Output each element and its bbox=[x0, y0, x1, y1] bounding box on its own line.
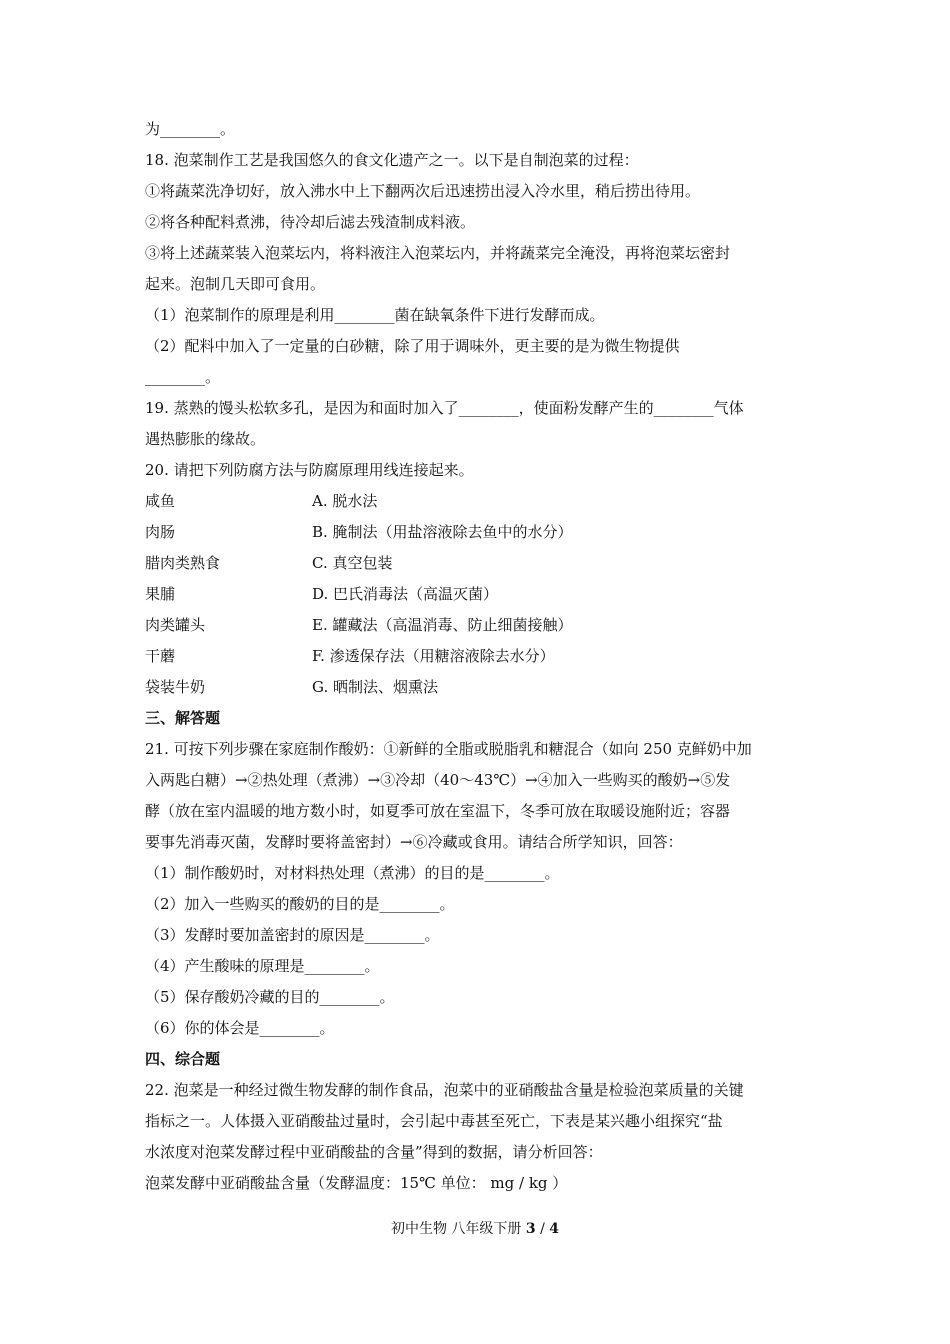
matching-row bbox=[145, 610, 810, 641]
text-line: 水浓度对泡菜发酵过程中亚硝酸盐的含量”得到的数据，请分析回答： bbox=[145, 1143, 603, 1161]
text-line: 要事先消毒灭菌，发酵时要将盖密封）→⑥冷藏或食用。请结合所学知识，回答： bbox=[145, 833, 683, 851]
q21-block bbox=[145, 734, 810, 1044]
sub-question: （5）保存酸奶冷藏的目的________。 bbox=[145, 988, 395, 1006]
section-title-3: 三、解答题 bbox=[145, 709, 221, 727]
text-line: 为________。 bbox=[145, 120, 236, 138]
text-line: ③将上述蔬菜装入泡菜坛内，将料液注入泡菜坛内，并将蔬菜完全淹没，再将泡菜坛密封 bbox=[145, 244, 731, 262]
question-18-stem: 18. 泡菜制作工艺是我国悠久的食文化遗产之一。以下是自制泡菜的过程： bbox=[145, 151, 639, 169]
question-19-stem: 19. 蒸熟的馒头松软多孔，是因为和面时加入了________，使面粉发酵产生的________气体 bbox=[145, 399, 744, 417]
text-line: 遇热膨胀的缘故。 bbox=[145, 430, 266, 448]
sub-question: （6）你的体会是________。 bbox=[145, 1019, 335, 1037]
question-20-stem: 20. 请把下列防腐方法与防腐原理用线连接起来。 bbox=[145, 461, 474, 479]
question-21-stem: 21. 可按下列步骤在家庭制作酸奶：①新鲜的全脂或脱脂乳和糖混合（如向 250 克鲜奶中加 bbox=[145, 740, 752, 758]
food-item: 咸鱼 bbox=[145, 492, 176, 510]
sub-question: （3）发酵时要加盖密封的原因是________。 bbox=[145, 926, 440, 944]
method-item: D. 巴氏消毒法（高温灭菌） bbox=[312, 585, 499, 603]
matching-list bbox=[145, 486, 810, 703]
q18-19-20-block bbox=[145, 114, 810, 486]
text-line: ②将各种配料煮沸，待冷却后滤去残渣制成料液。 bbox=[145, 213, 476, 231]
food-item: 肉肠 bbox=[145, 523, 176, 541]
sub-question: （4）产生酸味的原理是________。 bbox=[145, 957, 380, 975]
page-number: 3 bbox=[525, 1221, 536, 1237]
page-total: 4 bbox=[549, 1221, 560, 1237]
food-item: 干蘑 bbox=[145, 647, 176, 665]
food-item: 腊肉类熟食 bbox=[145, 554, 221, 572]
method-item: G. 晒制法、烟熏法 bbox=[312, 678, 438, 696]
method-item: C. 真空包装 bbox=[312, 554, 393, 572]
matching-row bbox=[145, 672, 810, 703]
matching-row bbox=[145, 641, 810, 672]
question-22-stem: 22. 泡菜是一种经过微生物发酵的制作食品，泡菜中的亚硝酸盐含量是检验泡菜质量的关键 bbox=[145, 1081, 744, 1099]
food-item: 肉类罐头 bbox=[145, 616, 206, 634]
matching-row bbox=[145, 517, 810, 548]
food-item: 袋装牛奶 bbox=[145, 678, 206, 696]
method-item: A. 脱水法 bbox=[312, 492, 378, 510]
footer-course: 初中生物 八年级下册 bbox=[390, 1221, 522, 1237]
text-line: （2）配料中加入了一定量的白砂糖，除了用于调味外，更主要的是为微生物提供 bbox=[145, 337, 680, 355]
method-item: E. 罐藏法（高温消毒、防止细菌接触） bbox=[312, 616, 573, 634]
table-caption: 泡菜发酵中亚硝酸盐含量（发酵温度：15℃ 单位： mg / kg ） bbox=[145, 1174, 568, 1192]
document-page bbox=[145, 114, 810, 1199]
method-item: F. 渗透保存法（用糖溶液除去水分） bbox=[312, 647, 555, 665]
food-item: 果脯 bbox=[145, 585, 176, 603]
method-item: B. 腌制法（用盐溶液除去鱼中的水分） bbox=[312, 523, 573, 541]
text-line: 酵（放在室内温暖的地方数小时，如夏季可放在室温下，冬季可放在取暖设施附近；容器 bbox=[145, 802, 731, 820]
text-line: 起来。泡制几天即可食用。 bbox=[145, 275, 326, 293]
matching-row bbox=[145, 548, 810, 579]
matching-row bbox=[145, 486, 810, 517]
sub-question: （2）加入一些购买的酸奶的目的是________。 bbox=[145, 895, 455, 913]
text-line: 指标之一。人体摄入亚硝酸盐过量时，会引起中毒甚至死亡，下表是某兴趣小组探究“盐 bbox=[145, 1112, 723, 1130]
text-line: ________。 bbox=[145, 368, 221, 386]
sub-question: （1）制作酸奶时，对材料热处理（煮沸）的目的是________。 bbox=[145, 864, 560, 882]
matching-row bbox=[145, 579, 810, 610]
text-line: （1）泡菜制作的原理是利用________菌在缺氧条件下进行发酵而成。 bbox=[145, 306, 605, 324]
q22-block bbox=[145, 1075, 810, 1199]
text-line: 入两匙白糖）→②热处理（煮沸）→③冷却（40～43℃）→④加入一些购买的酸奶→⑤发 bbox=[145, 771, 731, 789]
section-title-4: 四、综合题 bbox=[145, 1050, 221, 1068]
page-separator: / bbox=[535, 1221, 550, 1237]
page-footer bbox=[0, 1219, 950, 1239]
text-line: ①将蔬菜洗净切好，放入沸水中上下翻两次后迅速捞出浸入冷水里，稍后捞出待用。 bbox=[145, 182, 701, 200]
